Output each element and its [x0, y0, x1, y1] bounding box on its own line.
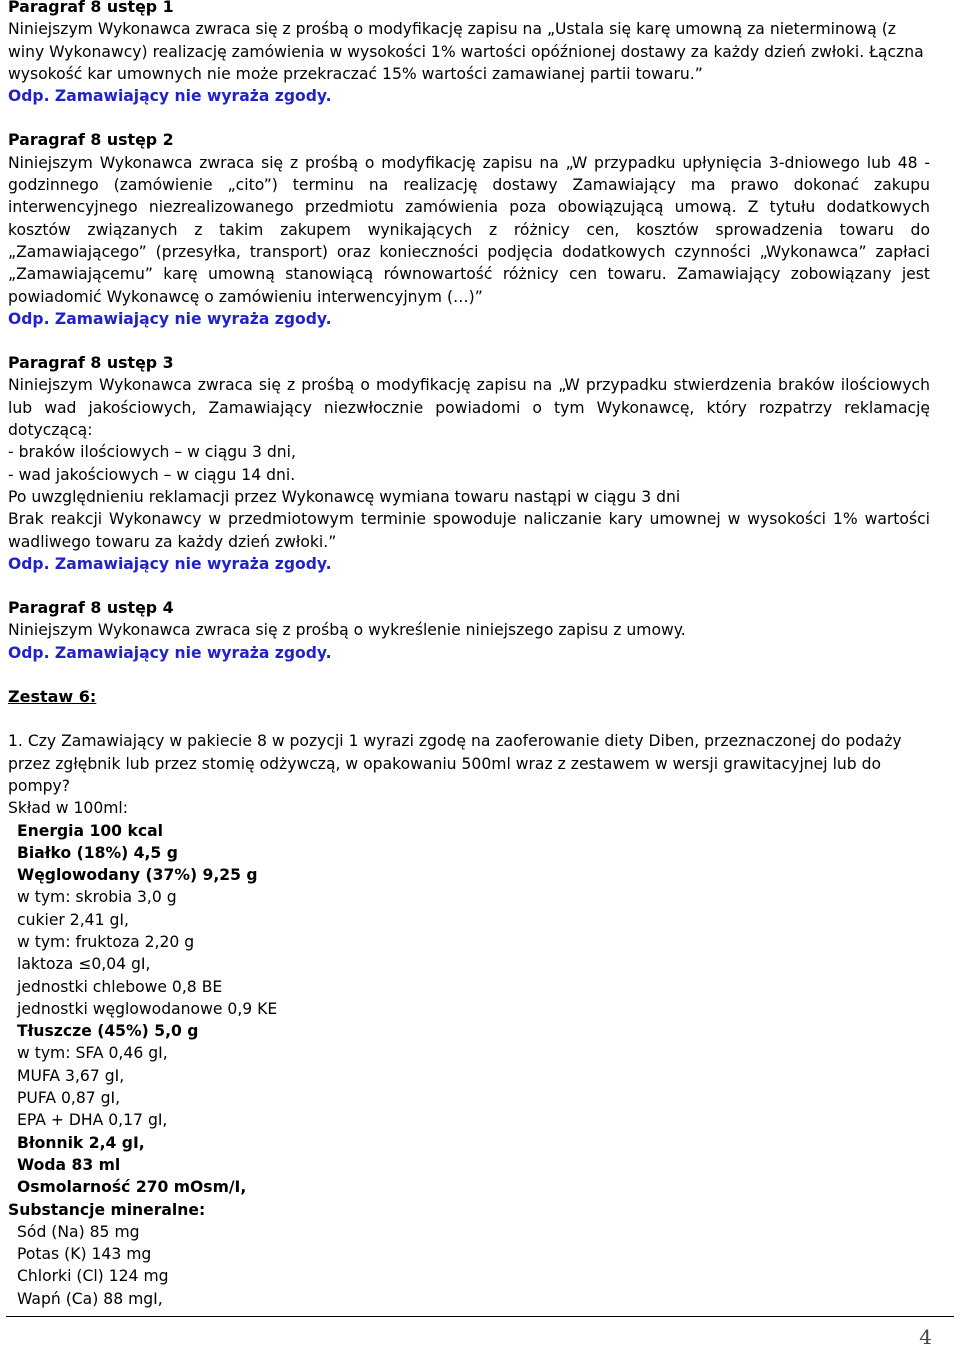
list-item: - wad jakościowych – w ciągu 14 dni.: [8, 465, 296, 484]
answer-text: Odp. Zamawiający nie wyraża zgody.: [8, 87, 332, 106]
composition-item: Białko (18%) 4,5 g: [17, 843, 178, 862]
composition-item: jednostki chlebowe 0,8 BE: [17, 977, 223, 996]
composition-item: w tym: SFA 0,46 gI,: [17, 1044, 168, 1063]
composition-item: Błonnik 2,4 gI,: [17, 1133, 145, 1152]
zestaw-question: 1. Czy Zamawiający w pakiecie 8 w pozycji 1 wyrazi zgodę na zaoferowanie diety Diben, przeznaczonej do podaży przez zgłębnik lub przez stomię odżywczą, w opakowaniu 500ml wraz z zestawem w wersji grawitacyjnej lub do pompy?: [8, 732, 902, 795]
mineral-item: Chlorki (Cl) 124 mg: [17, 1267, 169, 1286]
section-text: Niniejszym Wykonawca zwraca się z prośbą o modyfikację zapisu na „W przypadku upłynięcia 3-dniowego lub 48 - godzinnego (zamówienie „cito”) terminu na realizację dostawy Zamawiający ma prawo dokonać zakupu interwencyjnego niezrealizowanego przedmiotu zamówienia poza obowiązującą umową. Z tytułu dodatkowych kosztów związanych z takim zakupem wynikających z różnicy cen, kosztów sprowadzenia towaru do „Zamawiającego” (przesyłka, transport) oraz konieczności podjęcia dodatkowych czynności „Wykonawca” zapłaci „Zamawiającemu” karę umowną stanowiącą równowartość różnicy cen towaru. Zamawiający zobowiązany jest powiadomić Wykonawcę o zamówieniu interwencyjnym (…)”: [8, 153, 930, 306]
list-item: - braków ilościowych – w ciągu 3 dni,: [8, 443, 296, 462]
composition-item: w tym: fruktoza 2,20 g: [17, 932, 195, 951]
composition-item: Tłuszcze (45%) 5,0 g: [17, 1022, 199, 1041]
minerals-label: Substancje mineralne:: [8, 1200, 206, 1219]
composition-item: Osmolarność 270 mOsm/I,: [17, 1178, 247, 1197]
mineral-item: Sód (Na) 85 mg: [17, 1222, 140, 1241]
section-text: Niniejszym Wykonawca zwraca się z prośbą o wykreślenie niniejszego zapisu z umowy.: [8, 621, 686, 640]
composition-item: laktoza ≤0,04 gI,: [17, 955, 151, 974]
footer-divider: [6, 1316, 954, 1317]
section-heading: Paragraf 8 ustęp 3: [8, 353, 174, 373]
composition-item: Węglowodany (37%) 9,25 g: [17, 866, 258, 885]
zestaw-title: Zestaw 6:: [8, 687, 97, 707]
page-number: 4: [919, 1325, 932, 1349]
composition-item: cukier 2,41 gI,: [17, 910, 129, 929]
section-paragraf-8-3: [8, 352, 930, 575]
section-paragraf-8-1: [8, 0, 930, 107]
composition-item: EPA + DHA 0,17 gI,: [17, 1111, 168, 1130]
section-intro: Niniejszym Wykonawca zwraca się z prośbą o modyfikację zapisu na „W przypadku stwierdzenia braków ilościowych lub wad jakościowych, Zamawiający niezwłocznie powiadomi o tym Wykonawcę, który rozpatrzy reklamację dotyczącą:: [8, 376, 930, 440]
section-text: Niniejszym Wykonawca zwraca się z prośbą o modyfikację zapisu na „Ustala się karę umowną za nieterminową (z winy Wykonawcy) realizację zamówienia w wysokości 1% wartości opóźnionej dostawy za każdy dzień zwłoki. Łączna wysokość kar umownych nie może przekraczać 15% wartości zamawianej partii towaru.”: [8, 20, 924, 83]
section-heading: Paragraf 8 ustęp 4: [8, 598, 174, 618]
composition-item: jednostki węglowodanowe 0,9 KE: [17, 999, 278, 1018]
section-heading: Paragraf 8 ustęp 2: [8, 130, 174, 150]
composition-item: PUFA 0,87 gI,: [17, 1089, 121, 1108]
minerals-list: [8, 1221, 930, 1310]
mineral-item: Wapń (Ca) 88 mgI,: [17, 1289, 163, 1308]
composition-item: Woda 83 ml: [17, 1155, 121, 1174]
composition-item: MUFA 3,67 gI,: [17, 1066, 125, 1085]
list-item: Po uwzględnieniu reklamacji przez Wykonawcę wymiana towaru nastąpi w ciągu 3 dni: [8, 487, 681, 506]
answer-text: Odp. Zamawiający nie wyraża zgody.: [8, 643, 332, 662]
section-paragraf-8-4: [8, 597, 930, 664]
sklad-label: Skład w 100ml:: [8, 799, 129, 818]
section-paragraf-8-2: [8, 129, 930, 330]
answer-text: Odp. Zamawiający nie wyraża zgody.: [8, 309, 332, 328]
section-heading: Paragraf 8 ustęp 1: [8, 0, 174, 16]
composition-item: w tym: skrobia 3,0 g: [17, 888, 177, 907]
section-closing: Brak reakcji Wykonawcy w przedmiotowym terminie spowoduje naliczanie kary umownej w wysokości 1% wartości wadliwego towaru za każdy dzień zwłoki.”: [8, 510, 930, 551]
composition-list: [8, 820, 930, 1199]
answer-text: Odp. Zamawiający nie wyraża zgody.: [8, 554, 332, 573]
zestaw-section: [8, 686, 930, 1310]
composition-item: Energia 100 kcal: [17, 821, 163, 840]
mineral-item: Potas (K) 143 mg: [17, 1245, 152, 1264]
document-body: [8, 0, 930, 1310]
